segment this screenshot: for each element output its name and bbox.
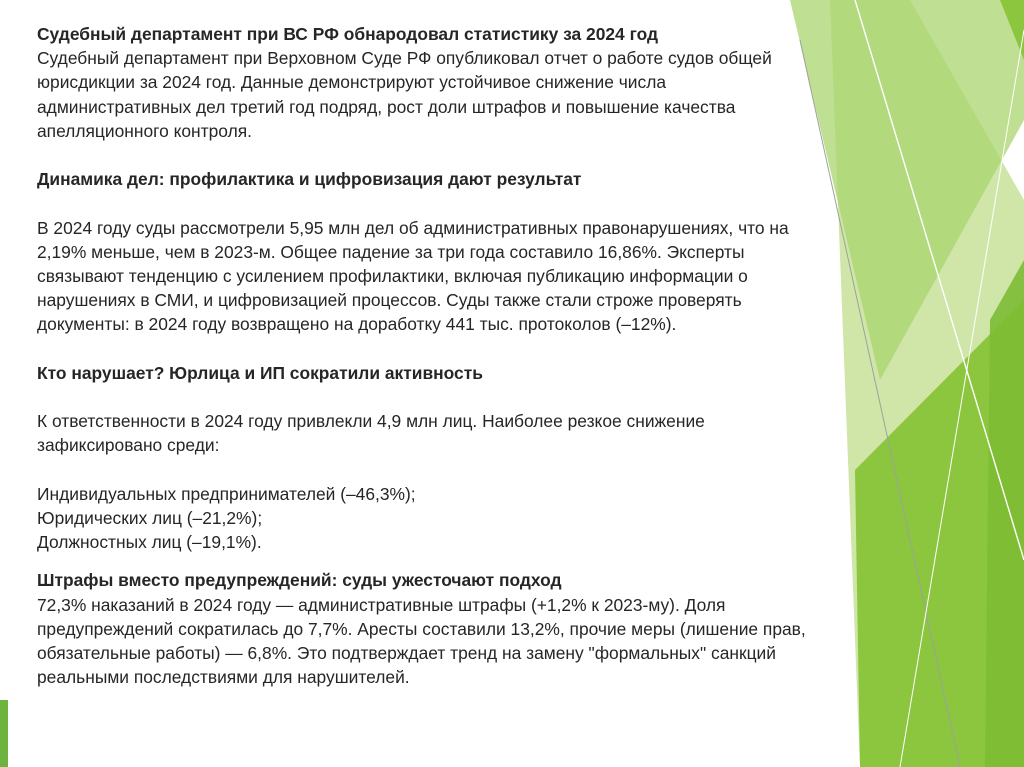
s3-list-item-3: Должностных лиц (–19,1%). (37, 532, 262, 553)
s2-line-1: В 2024 году суды рассмотрели 5,95 млн дел об административных правонарушениях, что на (37, 217, 789, 238)
s4-line-1: 72,3% наказаний в 2024 году — административные штрафы (+1,2% к 2023-му). Доля (37, 594, 726, 615)
article-text (37, 22, 977, 689)
s3-heading: Кто нарушает? Юрлица и ИП сократили активность (37, 362, 483, 383)
s4-line-4: реальными последствиями для нарушителей. (37, 667, 410, 688)
s4-line-2: предупреждений сократилась до 7,7%. Аресты составили 13,2%, прочие меры (лишение прав, (37, 618, 806, 639)
s2-heading: Динамика дел: профилактика и цифровизация дают результат (37, 169, 582, 190)
s1-line-4: апелляционного контроля. (37, 120, 252, 141)
s4-line-3: обязательные работы) — 6,8%. Это подтверждает тренд на замену "формальных" санкций (37, 643, 776, 663)
decor-left-bar (0, 700, 8, 767)
s3-list-item-2: Юридических лиц (–21,2%); (37, 507, 263, 528)
s2-line-5: документы: в 2024 году возвращено на доработку 441 тыс. протоколов (–12%). (37, 314, 677, 335)
s2-line-3: связывают тенденцию с усилением профилактики, включая публикацию информации о (37, 266, 748, 286)
s2-line-4: нарушениях в СМИ, и цифровизацией процессов. Суды также стали строже проверять (37, 290, 742, 311)
s1-heading: Судебный департамент при ВС РФ обнародовал статистику за 2024 год (37, 24, 659, 44)
s3-line-2: зафиксировано среди: (37, 435, 220, 456)
s4-heading: Штрафы вместо предупреждений: суды ужесточают подход (37, 570, 562, 591)
s2-line-2: 2,19% меньше, чем в 2023-м. Общее падение за три года составило 16,86%. Эксперты (37, 241, 745, 262)
decor-right-strip (985, 260, 1024, 767)
s1-line-2: юрисдикции за 2024 год. Данные демонстрируют устойчивое снижение числа (37, 72, 667, 93)
s1-line-3: административных дел третий год подряд, рост доли штрафов и повышение качества (37, 96, 736, 117)
s1-line-1: Судебный департамент при Верховном Суде РФ опубликовал отчет о работе судов общей (37, 48, 772, 69)
s3-list-item-1: Индивидуальных предпринимателей (–46,3%); (37, 483, 416, 504)
s3-line-1: К ответственности в 2024 году привлекли 4,9 млн лиц. Наиболее резкое снижение (37, 411, 705, 432)
